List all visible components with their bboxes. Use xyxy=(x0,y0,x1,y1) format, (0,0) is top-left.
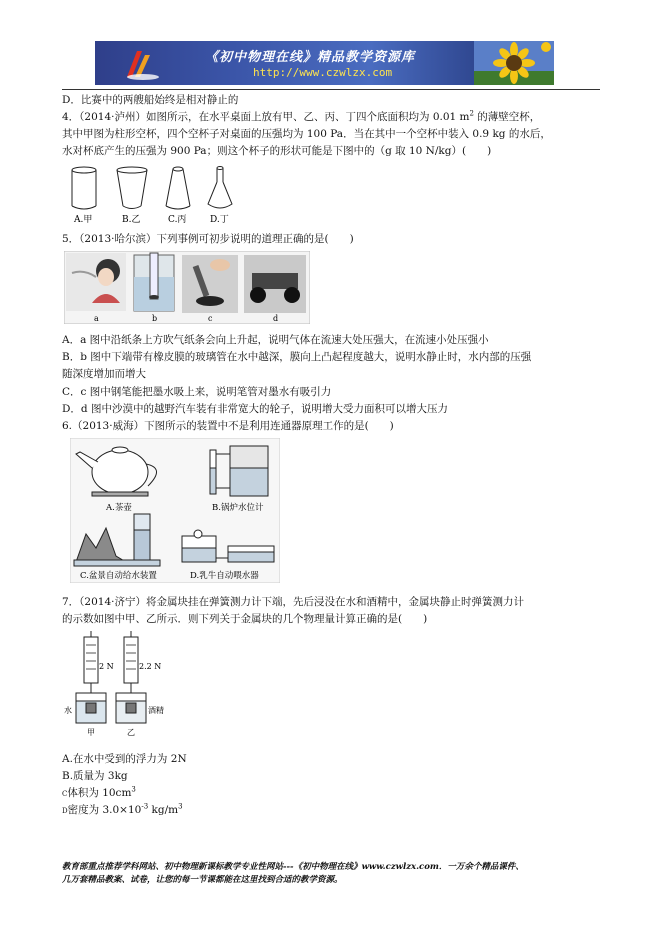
footer-line2: 几万套精品教案、试卷，让您的每一节课都能在这里找到合适的教学资源。 xyxy=(62,875,343,885)
header-banner xyxy=(95,41,554,85)
q5-stem: 5．（2013·哈尔滨）下列事例可初步说明的道理正确的是( ) xyxy=(62,233,354,245)
left-spring-scale xyxy=(84,637,98,683)
right-spring-scale xyxy=(124,637,138,683)
q7-line1: 7．（2014·济宁）将金属块挂在弹簧测力计下端，先后浸没在水和酒精中，金属块静止时弹簧测力计 xyxy=(62,596,524,608)
q7-spring-scale-figure xyxy=(64,631,174,739)
q4-label-d: D.丁 xyxy=(210,215,229,225)
q3-option-d: D．比赛中的两艘船始终是相对静止的 xyxy=(62,94,239,106)
q6-stem: 6.（2013·威海）下图所示的装置中不是利用连通器原理工作的是( ) xyxy=(62,420,394,432)
q7-option-b: B.质量为 3kg xyxy=(62,770,128,782)
site-logo-icon xyxy=(123,47,159,81)
left-fig-label: 甲 xyxy=(87,728,95,737)
page-footer xyxy=(62,861,602,887)
right-fig-label: 乙 xyxy=(127,728,135,737)
photo-b-tube-in-water xyxy=(134,253,174,311)
header-rule xyxy=(62,89,600,90)
q5-option-d: D．d 图中沙漠中的越野汽车装有非常宽大的轮子，说明增大受力面积可以增大压力 xyxy=(62,403,448,415)
q4-line3: 水对杯底产生的压强为 900 Pa；则这个杯子的形状可能是下图中的（g 取 10 N/kg）( ) xyxy=(62,145,492,157)
footer-line1: 教育部重点推荐学科网站、初中物理新课标教学专业性网站---《初中物理在线》www.czwlzx.com．一万余个精品课件、 xyxy=(62,862,524,872)
photo-c-pen-ink xyxy=(182,255,238,313)
photo-d-offroad-car xyxy=(244,255,306,313)
q7-option-d: D密度为 $3.0\times 10^{-3}$ $kg/m^3$ xyxy=(62,802,183,816)
water-label: 水 xyxy=(64,706,72,715)
q6-label-c: C.盆景自动给水装置 xyxy=(80,571,157,581)
q5-fig-label-a: a xyxy=(94,314,99,323)
q5-fig-label-d: d xyxy=(273,314,279,323)
q7-option-a: A.在水中受到的浮力为 2N xyxy=(62,753,187,765)
q5-option-b-line1: B．b 图中下端带有橡皮膜的玻璃管在水中越深，膜向上凸起程度越大，说明水静止时，水内部的压强 xyxy=(62,351,532,363)
banner-url[interactable]: http://www.czwlzx.com xyxy=(253,66,393,79)
q6-label-a: A.茶壶 xyxy=(106,503,132,513)
q4-cups-figure xyxy=(62,160,262,230)
q6-label-d: D.乳牛自动喂水器 xyxy=(190,571,259,581)
q4-line1: 4．（2014·泸州）如图所示，在水平桌面上放有甲、乙、丙、丁四个底面积均为 0.01 $m^2$ 的薄壁空杯， xyxy=(62,109,541,123)
q4-label-a: A.甲 xyxy=(74,215,93,225)
q5-option-c: C．c 图中钢笔能把墨水吸上来，说明笔管对墨水有吸引力 xyxy=(62,386,332,398)
q5-fig-label-b: b xyxy=(152,314,158,323)
sunflower-icon xyxy=(474,41,554,85)
q4-label-b: B.乙 xyxy=(122,215,141,225)
q6-devices-figure xyxy=(70,438,280,583)
q7-line2: 的示数如图中甲、乙所示．则下列关于金属块的几个物理量计算正确的是( ) xyxy=(62,613,428,625)
q5-option-b-line2: 随深度增加而增大 xyxy=(62,368,146,380)
photo-a-blowing xyxy=(66,253,126,311)
q5-photos-figure xyxy=(64,251,310,324)
q4-label-c: C.丙 xyxy=(168,215,187,225)
alcohol-label: 酒精 xyxy=(148,706,164,715)
banner-title: 《初中物理在线》精品教学资源库 xyxy=(205,50,416,65)
q7-option-c: C体积为 $10cm^3$ xyxy=(62,785,136,799)
q6-label-b: B.锅炉水位计 xyxy=(212,503,264,513)
q5-fig-label-c: c xyxy=(208,314,213,323)
q4-line2: 其中甲图为柱形空杯，四个空杯子对桌面的压强均为 100 Pa．当在其中一个空杯中装入 0.9 kg 的水后， xyxy=(62,128,551,140)
q5-option-a: A．a 图中沿纸条上方吹气纸条会向上升起，说明气体在流速大处压强大，在流速小处压强小 xyxy=(62,334,489,346)
right-reading: 2.2 N xyxy=(139,662,162,671)
left-reading: 2 N xyxy=(99,662,114,671)
